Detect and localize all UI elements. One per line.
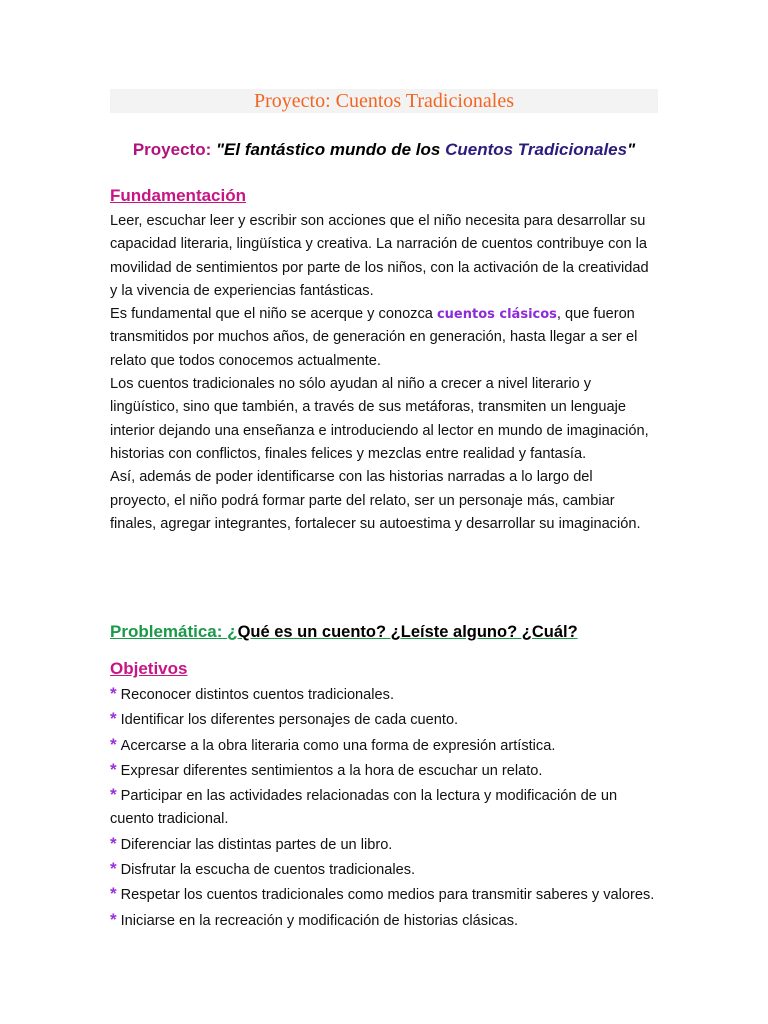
objectives-list — [110, 682, 655, 933]
fundamentacion-paragraph-1: Leer, escuchar leer y escribir son acciones que el niño necesita para desarrollar su capacidad literaria, lingüística y creativa. La narración de cuentos contribuye con la movilidad de sentimientos por parte de los niños, con la activación de la creatividad y la vivencia de experiencias fantásticas. — [110, 213, 649, 299]
objective-item — [110, 733, 655, 758]
asterisk-bullet-icon: * — [110, 709, 117, 729]
asterisk-bullet-icon: * — [110, 759, 117, 779]
fundamentacion-paragraph-4: Así, además de poder identificarse con las historias narradas a lo largo del proyecto, el niño podrá formar parte del relato, ser un personaje más, cambiar finales, agregar integrantes, fortalecer su autoestima y desarrollar su imaginación. — [110, 469, 641, 532]
fundamentacion-paragraph-3: Los cuentos tradicionales no sólo ayudan al niño a crecer a nivel literario y lingüístico, sino que también, a través de sus metáforas, transmiten un lenguaje interior dejando una enseñanza e introduciendo al lector en mundo de imaginación, historias con conflictos, finales felices y mezclas entre realidad y fantasía. — [110, 376, 649, 462]
objective-item — [110, 783, 655, 832]
cuentos-clasicos-term: cuentos clásicos — [436, 307, 557, 323]
paragraph-2-text-end: , que fueron transmitidos por muchos años, de generación en generación, hasta llegar a ser el relato que todos conocemos actualmente. — [110, 306, 638, 369]
subtitle-highlight: Cuentos Tradicionales — [445, 140, 628, 159]
subtitle-label: Proyecto: — [132, 140, 212, 159]
objective-text: Respetar los cuentos tradicionales como medios para transmitir saberes y valores. — [120, 887, 655, 904]
fundamentacion-paragraph-2 — [110, 303, 650, 373]
asterisk-bullet-icon: * — [110, 859, 117, 879]
problematica-question-mark: ¿ — [227, 622, 238, 641]
asterisk-bullet-icon: * — [110, 833, 117, 853]
subtitle-quote-open: "El fantástico mundo de los — [215, 140, 446, 159]
subtitle-quote-close: " — [627, 140, 636, 159]
objetivos-heading: Objetivos — [110, 659, 188, 678]
objective-item — [110, 908, 655, 933]
problematica-line — [110, 621, 578, 643]
objective-text: Participar en las actividades relacionadas con la lectura y modificación de un cuento tradicional. — [110, 788, 618, 828]
asterisk-bullet-icon: * — [110, 785, 117, 805]
objective-text: Disfrutar la escucha de cuentos tradicionales. — [120, 862, 416, 879]
objective-text: Acercarse a la obra literaria como una forma de expresión artística. — [120, 737, 556, 754]
objective-text: Expresar diferentes sentimientos a la hora de escuchar un relato. — [120, 762, 543, 779]
document-title: Proyecto: Cuentos Tradicionales — [254, 90, 514, 112]
fundamentacion-heading: Fundamentación — [110, 186, 247, 205]
objective-text: Reconocer distintos cuentos tradicionales. — [120, 687, 395, 703]
fundamentacion-body — [110, 210, 650, 536]
objective-text: Identificar los diferentes personajes de cada cuento. — [120, 712, 459, 729]
objective-text: Diferenciar las distintas partes de un libro. — [120, 836, 393, 853]
asterisk-bullet-icon: * — [110, 734, 117, 754]
asterisk-bullet-icon: * — [110, 884, 117, 904]
objective-item — [110, 857, 655, 882]
problematica-question: Qué es un cuento? ¿Leíste alguno? ¿Cuál? — [237, 623, 578, 641]
objective-item — [110, 882, 655, 907]
asterisk-bullet-icon: * — [110, 684, 117, 703]
objective-item — [110, 682, 655, 707]
objective-item — [110, 832, 655, 857]
paragraph-2-text-start: Es fundamental que el niño se acerque y conozca — [110, 306, 437, 323]
title-bar — [110, 89, 658, 113]
asterisk-bullet-icon: * — [110, 909, 117, 929]
objective-item — [110, 758, 655, 783]
objective-item — [110, 707, 655, 732]
problematica-heading: Problemática: — [110, 622, 223, 641]
objective-text: Iniciarse en la recreación y modificación de historias clásicas. — [120, 912, 519, 929]
project-subtitle — [0, 139, 768, 161]
